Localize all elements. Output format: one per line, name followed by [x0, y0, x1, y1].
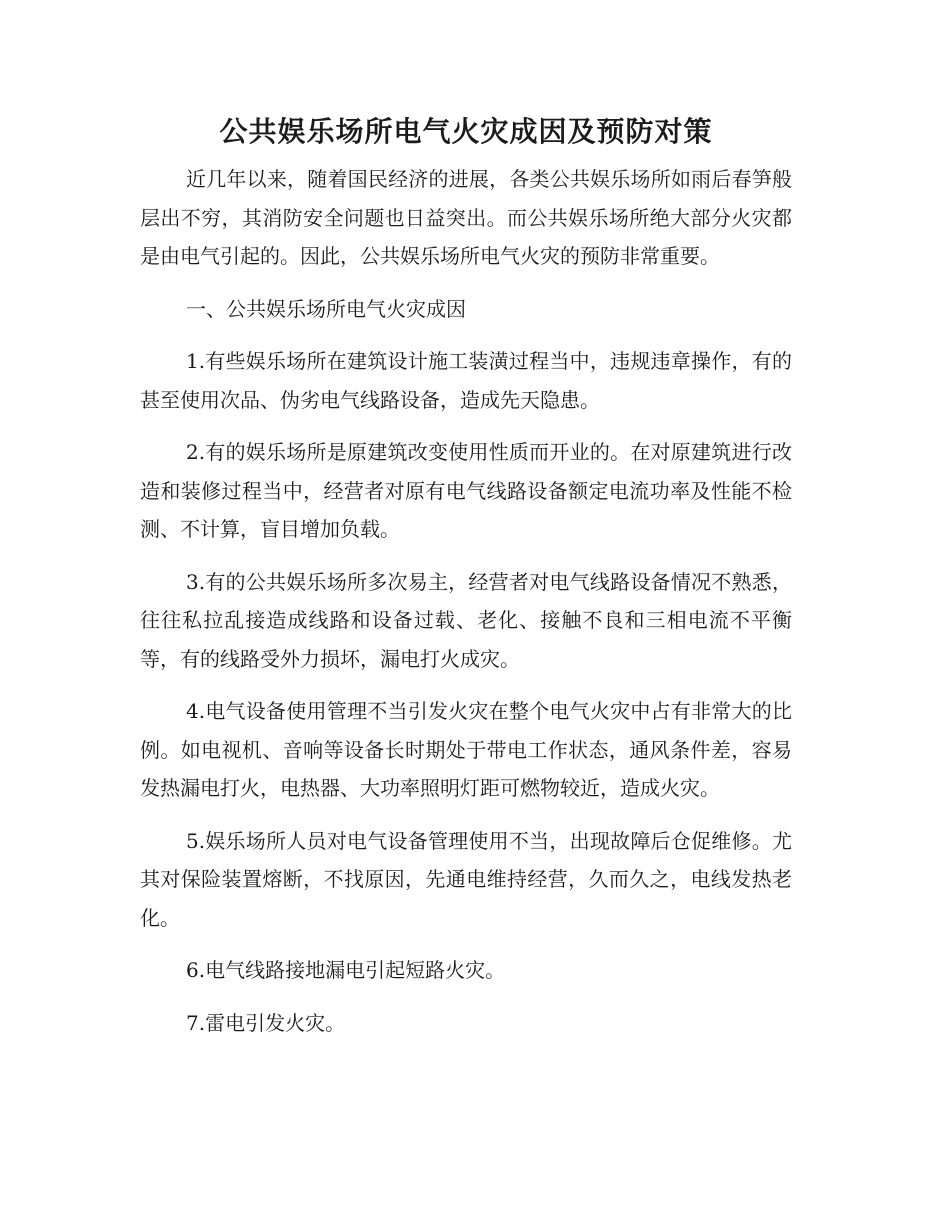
- document-page: [140, 112, 792, 1042]
- cause-item-6: 6.电气线路接地漏电引起短路火灾。: [186, 958, 506, 982]
- cause-item-3: 3.有的公共娱乐场所多次易主，经营者对电气线路设备情况不熟悉，往往私拉乱接造成线路和设备过载、老化、接触不良和三相电流不平衡等，有的线路受外力损坏，漏电打火成灾。: [140, 569, 792, 671]
- intro-paragraph: 近几年以来，随着国民经济的进展，各类公共娱乐场所如雨后春笋般层出不穷，其消防安全问题也日益突出。而公共娱乐场所绝大部分火灾都是由电气引起的。因此，公共娱乐场所电气火灾的预防非常重要。: [140, 167, 792, 268]
- document-title: 公共娱乐场所电气火灾成因及预防对策: [219, 115, 713, 148]
- cause-item-4: 4.电气设备使用管理不当引发火灾在整个电气火灾中占有非常大的比例。如电视机、音响等设备长时期处于带电工作状态，通风条件差，容易发热漏电打火，电热器、大功率照明灯距可燃物较近，造成火灾。: [140, 699, 792, 800]
- cause-item-2: 2.有的娱乐场所是原建筑改变使用性质而开业的。在对原建筑进行改造和装修过程当中，经营者对原有电气线路设备额定电流功率及性能不检测、不计算，盲目增加负载。: [140, 440, 792, 541]
- cause-item-5: 5.娱乐场所人员对电气设备管理使用不当，出现故障后仓促维修。尤其对保险装置熔断，不找原因，先通电维持经营，久而久之，电线发热老化。: [140, 828, 792, 930]
- cause-item-7: 7.雷电引发火灾。: [186, 1010, 346, 1035]
- cause-item-1: 1.有些娱乐场所在建筑设计施工装潢过程当中，违规违章操作，有的甚至使用次品、伪劣电气线路设备，造成先天隐患。: [140, 349, 792, 412]
- section-heading: 一、公共娱乐场所电气火灾成因: [186, 296, 466, 321]
